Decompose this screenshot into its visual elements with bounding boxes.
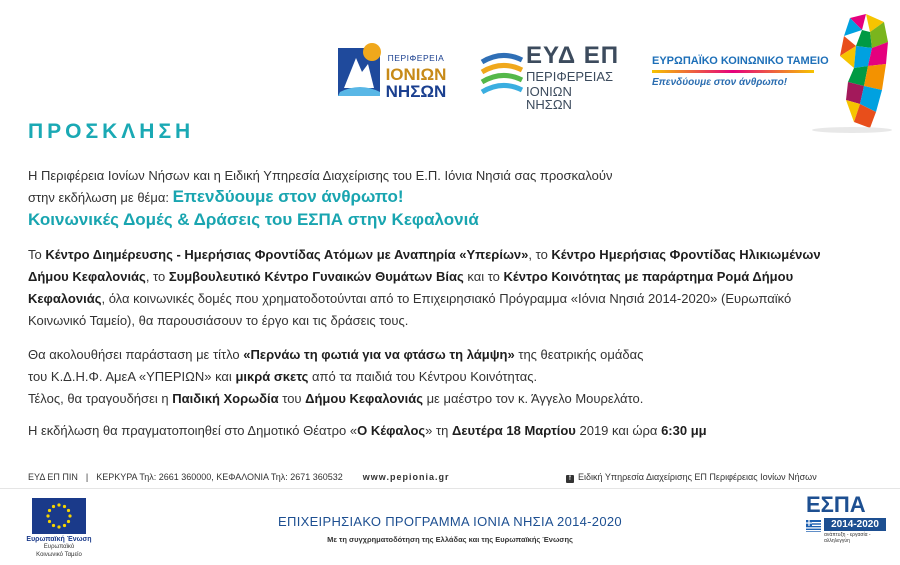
- region-logo: [338, 38, 450, 100]
- social-fund-slogan: Επενδύουμε στον άνθρωπο!: [652, 77, 788, 88]
- facebook-icon: f: [566, 475, 574, 483]
- p3-text-d: 2019 και ώρα: [575, 423, 662, 438]
- p1-text-c: , το: [528, 247, 552, 262]
- contact-org: ΕΥΔ ΕΠ ΠΙΝ: [28, 472, 78, 482]
- eu-flag-icon: [32, 498, 86, 534]
- intro-line-2-prefix: στην εκδήλωση με θέμα:: [28, 190, 173, 205]
- p2-text-f: Τέλος, θα τραγουδήσει η: [28, 391, 173, 406]
- paragraph-program: [28, 344, 828, 410]
- paragraph-structures: [28, 244, 828, 332]
- program-title: ΕΠΙΧΕΙΡΗΣΙΑΚΟ ΠΡΟΓΡΑΜΜΑ ΙΟΝΙΑ ΝΗΣΙΑ 2014-2020: [278, 514, 622, 529]
- social-fund-name: ΕΥΡΩΠΑΪΚΟ ΚΟΙΝΩΝΙΚΟ ΤΑΜΕΙΟ: [652, 55, 829, 67]
- espa-slogan: ανάπτυξη - εργασία - αλληλεγγύη: [824, 532, 871, 544]
- p2-text-g: του: [278, 391, 306, 406]
- p1-text-e: και το: [463, 269, 504, 284]
- p2-text-c: της θεατρικής ομάδας: [514, 347, 644, 362]
- contact-phones: ΚΕΡΚΥΡΑ Τηλ: 2661 360000, ΚΕΦΑΛΟΝΙΑ Τηλ: 2671 360532: [96, 472, 343, 482]
- p2-line-3: [28, 388, 828, 410]
- p1-text-f: , όλα κοινωνικές δομές που χρηματοδοτούνται από το Επιχειρησιακό Πρόγραμμα «Ιόνια Νησιά 2014-2020» (Ευρωπαϊκό Κοινωνικό Ταμείο), θα παρουσιάσουν το έργο και τις δράσεις τους.: [28, 291, 792, 328]
- managing-authority-logo: [480, 40, 620, 112]
- eu-fund-line2: Κοινωνικό Ταμείο: [36, 552, 82, 558]
- region-logo-line3: ΝΗΣΩΝ: [385, 81, 447, 101]
- region-logo-line2: ΙΟΝΙΩΝ: [385, 64, 447, 84]
- p2-bold-1: «Περνάω τη φωτιά για να φτάσω τη λάμψη»: [243, 347, 515, 362]
- intro-line-2: [28, 186, 788, 208]
- p1-bold-4: Κέντρο Κοινότητας με παράρτημα Ρομά Δήμου Κεφαλονιάς: [28, 269, 794, 306]
- p2-line-2: [28, 366, 828, 388]
- p2-text-a: Θα ακολουθήσει παράσταση με τίτλο: [28, 347, 244, 362]
- greek-flag-icon: [806, 520, 821, 532]
- social-fund-logo: [652, 55, 829, 95]
- pin-logo-icon: [338, 42, 382, 98]
- p1-text-d: , το: [145, 269, 169, 284]
- p2-text-h: με μαέστρο τον κ. Άγγελο Μουρελάτο.: [422, 391, 644, 406]
- p2-line-1: [28, 344, 828, 366]
- eu-label: Ευρωπαϊκή Ένωση: [26, 536, 92, 543]
- eyd-logo-line1: ΕΥΔ ΕΠ: [526, 42, 620, 69]
- intro-line-1: Η Περιφέρεια Ιονίων Νήσων και η Ειδική Υπηρεσία Διαχείρισης του Ε.Π. Ιόνια Νησιά σας προσκαλούν: [28, 168, 613, 183]
- intro-text: [28, 165, 788, 208]
- p2-text-d: του Κ.Δ.Η.Φ. ΑμεΑ «ΥΠΕΡΙΩΝ» και: [28, 369, 236, 384]
- p2-bold-4: Δήμου Κεφαλονιάς: [305, 391, 423, 406]
- p3-bold-2: Δευτέρα 18 Μαρτίου: [451, 423, 576, 438]
- eu-logo: [24, 498, 94, 562]
- colorful-head-icon: [810, 12, 894, 134]
- p2-bold-3: Παιδική Χορωδία: [172, 391, 279, 406]
- website-link[interactable]: www.pepionia.gr: [362, 472, 450, 482]
- eyd-logo-line3: ΙΟΝΙΩΝ ΝΗΣΩΝ: [526, 84, 572, 112]
- wave-logo-icon: [480, 48, 524, 96]
- p3-bold-1: Ο Κέφαλος: [357, 423, 426, 438]
- region-logo-line1: ΠΕΡΙΦΕΡΕΙΑ: [387, 53, 445, 63]
- program-block: [180, 514, 720, 544]
- paragraph-venue: [28, 420, 828, 442]
- social-fund-bar: [652, 70, 814, 73]
- eyd-logo-line2: ΠΕΡΙΦΕΡΕΙΑΣ: [526, 69, 614, 84]
- p2-bold-2: μικρά σκετς: [235, 369, 309, 384]
- theme-line-2: Κοινωνικές Δομές & Δράσεις του ΕΣΠΑ στην Κεφαλονιά: [28, 210, 479, 229]
- eu-fund-line1: Ευρωπαϊκό: [43, 544, 75, 550]
- espa-logo: [806, 494, 886, 544]
- contact-line: [28, 472, 449, 482]
- facebook-label: Ειδική Υπηρεσία Διαχείρισης ΕΠ Περιφέρειας Ιονίων Νήσων: [578, 472, 817, 482]
- page-title: ΠΡΟΣΚΛΗΣΗ: [28, 120, 195, 143]
- facebook-link[interactable]: [566, 472, 817, 483]
- p1-bold-3: Συμβουλευτικό Κέντρο Γυναικών Θυμάτων Βίας: [168, 269, 464, 284]
- espa-title: ΕΣΠΑ: [806, 492, 866, 517]
- espa-years: 2014-2020: [824, 518, 886, 531]
- p1-bold-1: Κέντρο Διημέρευσης - Ημερήσιας Φροντίδας Ατόμων με Αναπηρία «Υπερίων»: [45, 247, 529, 262]
- p3-bold-3: 6:30 μμ: [661, 423, 707, 438]
- p1-bold-2: Κέντρο Ημερήσιας Φροντίδας Ηλικιωμένων Δήμου Κεφαλονιάς: [28, 247, 821, 284]
- p1-text-a: Το: [28, 247, 46, 262]
- p3-text-a: Η εκδήλωση θα πραγματοποιηθεί στο Δημοτικό Θέατρο «: [28, 423, 358, 438]
- program-subtitle: Με τη συγχρηματοδότηση της Ελλάδας και της Ευρωπαϊκής Ένωσης: [327, 535, 573, 544]
- footer-divider: [0, 488, 900, 489]
- p3-text-c: » τη: [425, 423, 452, 438]
- contact-separator: |: [85, 472, 89, 482]
- p2-text-e: από τα παιδιά του Κέντρου Κοινότητας.: [308, 369, 538, 384]
- theme-line-1: Επενδύουμε στον άνθρωπο!: [172, 187, 404, 206]
